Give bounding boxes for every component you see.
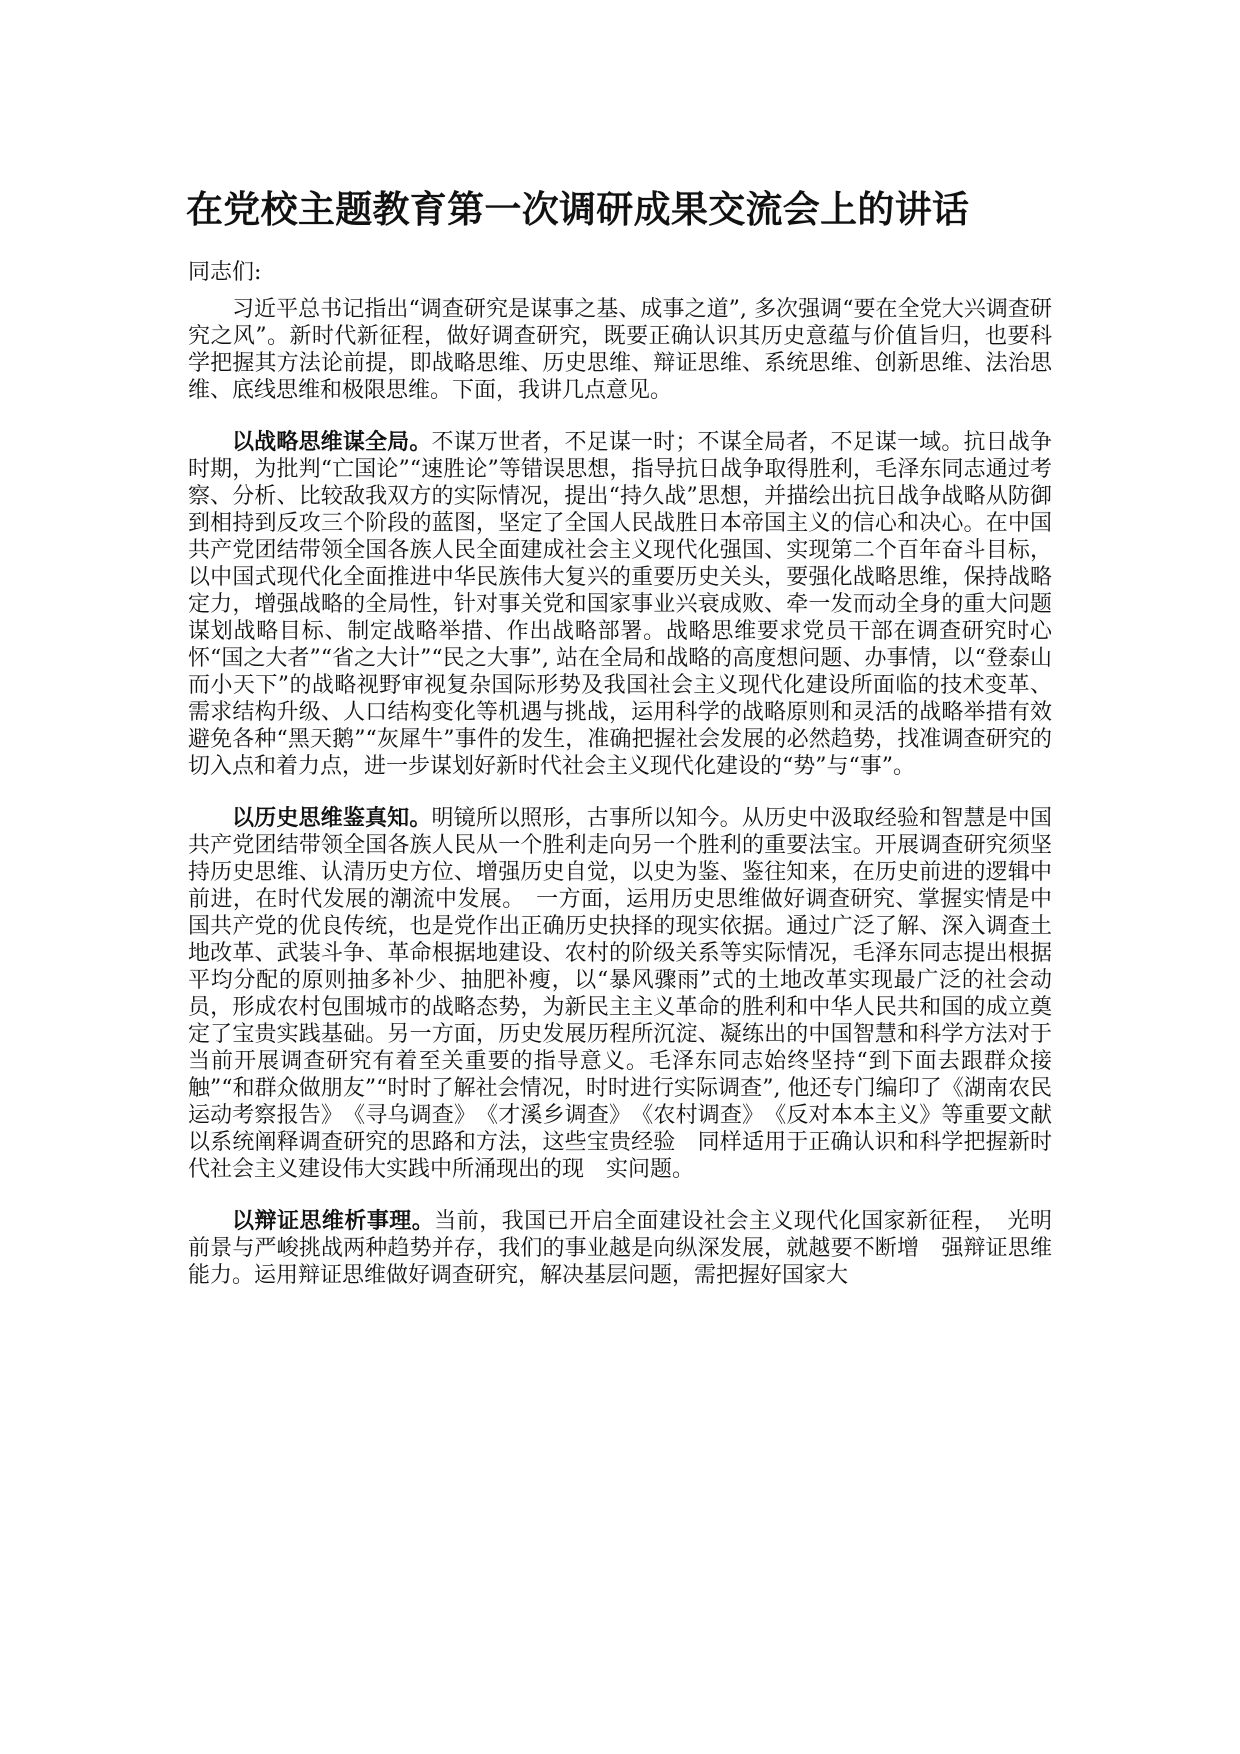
section-text: 当前，我国已开启全面建设社会主义现代化国家新征程， 光明前景与严峻挑战两种趋势并存，我们的事业越是向纵深发展，就越要不断增 强辩证思维能力。运用辩证思维做好调查研究，解决基层问题，需把握好国家大 xyxy=(188,1209,1052,1288)
section-strategic-thinking xyxy=(188,429,1052,780)
salutation: 同志们: xyxy=(188,260,262,285)
section-text: 不谋万世者，不足谋一时；不谋全局者，不足谋一域。抗日战争时期，为批判“亡国论”“速胜论”等错误思想，指导抗日战争取得胜利，毛泽东同志通过考察、分析、比较敌我双方的实际情况，提出“持久战”思想，并描绘出抗日战争战略从防御到相持到反攻三个阶段的蓝图，坚定了全国人民战胜日本帝国主义的信心和决心。在中国共产党团结带领全国各族人民全面建成社会主义现代化强国、实现第二个百年奋斗目标，以中国式现代化全面推进中华民族伟大复兴的重要历史关头，要强化战略思维，保持战略定力，增强战略的全局性，针对事关党和国家事业兴衰成败、牵一发而动全身的重大问题谋划战略目标、制定战略举措、作出战略部署。战略思维要求党员干部在调查研究时心怀“国之大者”“省之大计”“民之大事”, 站在全局和战略的高度想问题、办事情，以“登泰山而小天下”的战略视野审视复杂国际形势及我国社会主义现代化建设所面临的技术变革、需求结构升级、人口结构变化等机遇与挑战，运用科学的战略原则和灵活的战略举措有效避免各种“黑天鹅”“灰犀牛”事件的发生，准确把握社会发展的必然趋势，找准调查研究的切入点和着力点，进一步谋划好新时代社会主义现代化建设的“势”与“事”。 xyxy=(188,430,1052,779)
section-text: 明镜所以照形，古事所以知今。从历史中汲取经验和智慧是中国共产党团结带领全国各族人民从一个胜利走向另一个胜利的重要法宝。开展调查研究须坚持历史思维、认清历史方位、增强历史自觉，以史为鉴、鉴往知来，在历史前进的逻辑中前进，在时代发展的潮流中发展。 一方面，运用历史思维做好调查研究、掌握实情是中国共产党的优良传统，也是党作出正确历史抉择的现实依据。通过广泛了解、深入调查土地改革、武装斗争、革命根据地建设、农村的阶级关系等实际情况，毛泽东同志提出根据平均分配的原则抽多补少、抽肥补瘦，以“暴风骤雨”式的土地改革实现最广泛的社会动员，形成农村包围城市的战略态势，为新民主主义革命的胜利和中华人民共和国的成立奠定了宝贵实践基础。另一方面，历史发展历程所沉淀、凝练出的中国智慧和科学方法对于当前开展调查研究有着至关重要的指导意义。毛泽东同志始终坚持“到下面去跟群众接触”“和群众做朋友”“时时了解社会情况，时时进行实际调查”, 他还专门编印了《湖南农民运动考察报告》 《寻乌调查》 《才溪乡调查》 《农村调查》 《反对本本主义》等重要文献以系统阐释调查研究的思路和方法，这些宝贵经验 同样适用于正确认识和科学把握新时代社会主义建设伟大实践中所涌现出的现 实问题。 xyxy=(188,806,1052,1182)
intro-paragraph: 习近平总书记指出“调查研究是谋事之基、成事之道”, 多次强调“要在全党大兴调查研究之风”。新时代新征程，做好调查研究，既要正确认识其历史意蕴与价值旨归，也要科学把握其方法论前提，即战略思维、历史思维、辩证思维、系统思维、创新思维、法治思维、底线思维和极限思维。下面，我讲几点意见。 xyxy=(188,297,1052,403)
section-heading: 以历史思维鉴真知。 xyxy=(232,805,432,831)
section-heading: 以战略思维谋全局。 xyxy=(232,429,432,455)
section-heading: 以辩证思维析事理。 xyxy=(232,1208,435,1234)
document-title: 在党校主题教育第一次调研成果交流会上的讲话 xyxy=(186,188,970,231)
section-historical-thinking xyxy=(188,805,1052,1183)
document-body xyxy=(188,296,1052,1314)
section-dialectical-thinking xyxy=(188,1208,1052,1289)
